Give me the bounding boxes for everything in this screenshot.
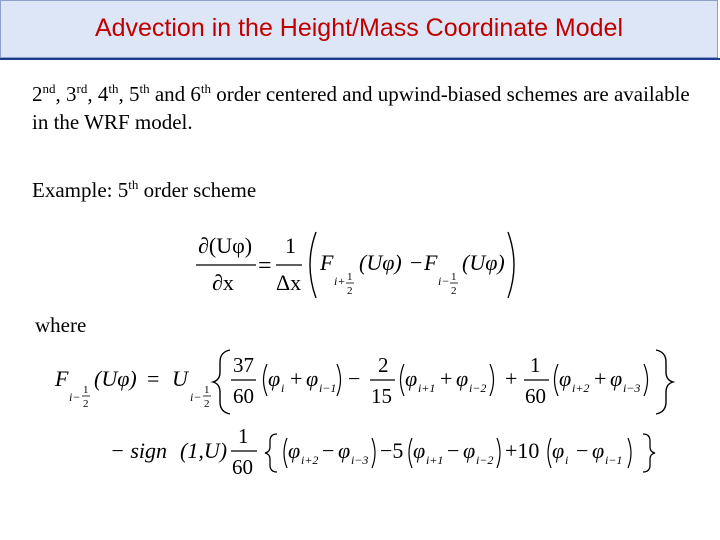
eq2-U-half-num: 1 [204, 384, 210, 396]
ord-5: 5 [128, 82, 140, 106]
eq1-frac-num: 1 [285, 233, 296, 258]
eq2-c3-den: 60 [525, 384, 546, 408]
eq2-c2-den: 15 [371, 384, 392, 408]
eq2-p1-phi-a: φ [268, 366, 281, 391]
eq2-plus: + [505, 366, 518, 391]
eq1-minus: − [410, 250, 423, 275]
eq2-U: U [172, 366, 188, 391]
eq2-p1-sub-b: i−1 [319, 381, 337, 395]
ord-4: 4 [97, 82, 109, 106]
ord-2-suffix: nd [42, 81, 56, 96]
eq3-args: (1,U) [180, 438, 228, 463]
eq3-p3-minus: − [576, 438, 589, 463]
ord-6-suffix: th [200, 81, 212, 96]
slide-title: Advection in the Height/Mass Coordinate Model [94, 14, 624, 42]
eq3-p2-close [497, 438, 500, 468]
eq2-p1-close [337, 364, 341, 396]
eq3-p2-sub-a: i+1 [426, 453, 444, 467]
example-prefix: Example: 5 [32, 178, 129, 202]
eq3-plus10: +10 [505, 438, 540, 463]
eq2-equals: = [147, 366, 160, 391]
eq2-c2-num: 2 [378, 353, 389, 377]
eq2-c1-den: 60 [233, 384, 254, 408]
eq1-sub-minus: i− [438, 274, 450, 288]
eq3-p3-phi-a: φ [552, 438, 565, 463]
ord-6: 6 [190, 82, 201, 106]
eq2-p2-plus: + [440, 366, 453, 391]
eq2-p3-close [644, 364, 648, 396]
eq3-p1-sub-a: i+2 [301, 453, 319, 467]
eq3-p3-open [548, 438, 551, 468]
eq1-lhs-den: ∂x [212, 270, 234, 295]
eq2-p1-plus: + [290, 366, 303, 391]
ord-3: 3 [66, 82, 77, 106]
eq1-left-paren [310, 232, 316, 298]
eq1-uphi2: (Uφ) [462, 250, 505, 275]
eq3-p3-sub-a: i [565, 453, 569, 467]
eq2-c3-num: 1 [530, 353, 541, 377]
eq3-p2-minus: − [447, 438, 460, 463]
eq1-half2-den: 2 [451, 285, 457, 297]
eq1-half2-num: 1 [451, 271, 457, 283]
eq3-minus5: −5 [380, 438, 404, 463]
eq2-p2-sub-a: i+1 [418, 381, 436, 395]
eq3-c-num: 1 [238, 424, 249, 448]
eq3-p2-open [409, 438, 412, 468]
eq3-p1-open [284, 438, 287, 468]
eq2-half-den: 2 [83, 398, 89, 410]
eq2-p1-open [264, 364, 268, 396]
eq3-p2-phi-b: φ [463, 438, 476, 463]
eq3-neg-sign: − sign [110, 438, 168, 463]
eq1-right-paren [508, 232, 514, 298]
eq2-p2-phi-a: φ [405, 366, 418, 391]
eq1-lhs-num: ∂(Uφ) [198, 233, 253, 258]
eq1-sub-plus: i+ [334, 274, 346, 288]
eq2-p3-sub-b: i−3 [623, 381, 641, 395]
eq3-p2-phi-a: φ [413, 438, 426, 463]
eq2-right-brace [656, 350, 673, 414]
eq3-left-brace [265, 434, 277, 472]
eq2-minus: − [348, 366, 361, 391]
eq2-p3-open [555, 364, 559, 396]
ord-2: 2 [32, 82, 43, 106]
eq3-p1-minus: − [322, 438, 335, 463]
intro-rest: order centered and upwind-biased schemes are available in the WRF model. [32, 82, 690, 134]
eq1-F2: F [424, 250, 438, 275]
eq1-uphi1: (Uφ) [359, 250, 402, 275]
eq1-frac-den: Δx [276, 270, 302, 295]
where-label: where [35, 313, 87, 337]
ord-4-suffix: th [108, 81, 119, 96]
eq2-p1-sub-a: i [281, 381, 285, 395]
ord-5-suffix: th [139, 81, 150, 96]
eq2-p2-sub-b: i−2 [469, 381, 487, 395]
eq3-p2-sub-b: i−2 [476, 453, 494, 467]
eq2-sub: i− [69, 390, 81, 404]
eq3-right-brace [643, 434, 655, 472]
eq3-p1-phi-a: φ [288, 438, 301, 463]
eq2-left-brace [213, 350, 230, 414]
eq2-p3-phi-a: φ [559, 366, 572, 391]
equation-2 [54, 350, 673, 414]
eq3-p1-close [372, 438, 375, 468]
eq2-U-half-den: 2 [204, 398, 210, 410]
eq3-p1-sub-b: i−3 [351, 453, 369, 467]
eq3-c-den: 60 [232, 455, 253, 479]
eq2-uphi: (Uφ) [94, 366, 137, 391]
example-sup: th [128, 177, 139, 192]
eq2-p2-open [401, 364, 405, 396]
sep-2: , [87, 82, 98, 106]
eq1-half1-den: 2 [347, 285, 353, 297]
sep-3: , [118, 82, 129, 106]
eq2-p2-phi-b: φ [456, 366, 469, 391]
eq2-p1-phi-b: φ [306, 366, 319, 391]
eq3-p3-close [628, 438, 631, 468]
eq2-p2-close [490, 364, 494, 396]
eq2-U-sub: i− [190, 390, 202, 404]
equation-3 [110, 424, 655, 479]
eq2-p3-plus: + [594, 366, 607, 391]
sep-4: and [149, 82, 191, 106]
eq2-half-num: 1 [83, 384, 89, 396]
equation-1 [196, 232, 514, 298]
eq1-half1-num: 1 [347, 271, 353, 283]
eq1-F1: F [320, 250, 334, 275]
eq2-p3-sub-a: i+2 [572, 381, 590, 395]
ord-3-suffix: rd [76, 81, 88, 96]
eq3-p1-phi-b: φ [338, 438, 351, 463]
eq3-p3-phi-b: φ [592, 438, 605, 463]
sep-1: , [55, 82, 66, 106]
eq2-p3-phi-b: φ [610, 366, 623, 391]
eq3-p3-sub-b: i−1 [605, 453, 623, 467]
eq2-c1-num: 37 [233, 353, 254, 377]
eq1-equals: = [258, 253, 272, 279]
eq2-F: F [55, 366, 69, 391]
example-suffix: order scheme [138, 178, 257, 202]
